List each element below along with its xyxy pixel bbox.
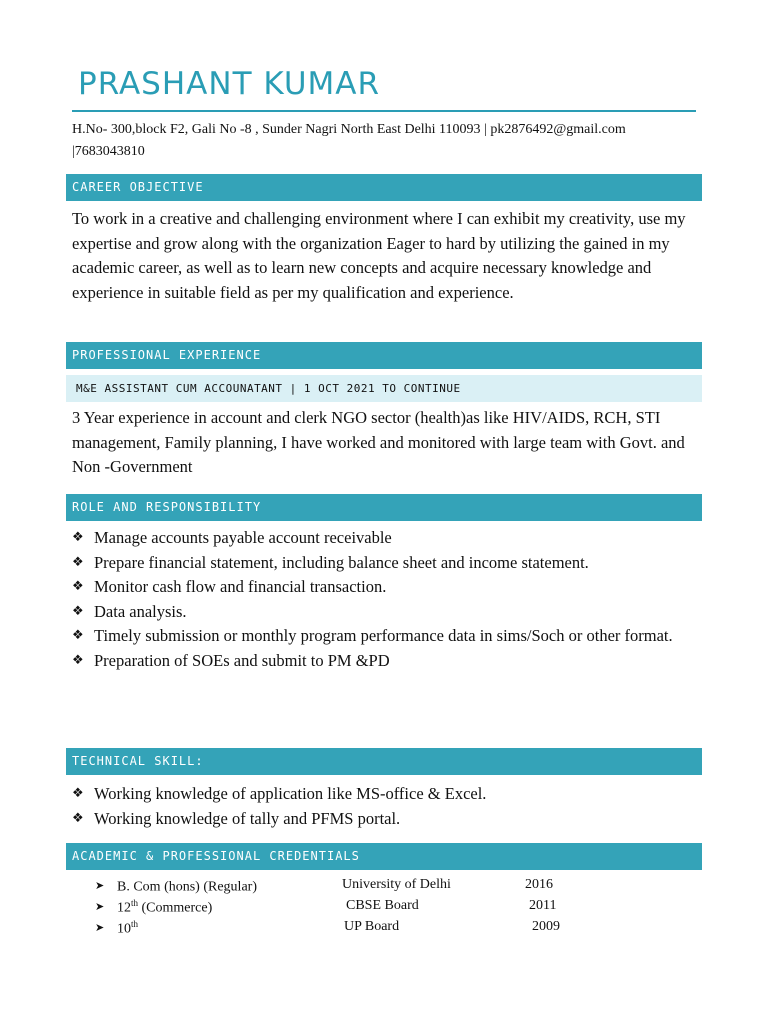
header-divider	[72, 110, 696, 112]
list-item: ❖ Prepare financial statement, including balance sheet and income statement.	[72, 551, 702, 576]
year-cell: 2011	[529, 898, 557, 913]
arrow-bullet-icon: ➤	[95, 921, 105, 934]
list-item: ❖ Data analysis.	[72, 600, 702, 625]
list-item: ❖ Working knowledge of tally and PFMS portal.	[72, 807, 702, 832]
section-header-career-objective: CAREER OBJECTIVE	[66, 174, 702, 201]
list-item: ❖ Working knowledge of application like MS-office & Excel.	[72, 782, 702, 807]
board-cell: University of Delhi	[342, 877, 451, 892]
arrow-bullet-icon: ➤	[95, 879, 105, 892]
role-list	[72, 526, 702, 674]
candidate-name: PRASHANT KUMAR	[78, 66, 381, 102]
course-cell: 10th	[117, 919, 139, 937]
section-header-role-responsibility: ROLE AND RESPONSIBILITY	[66, 494, 702, 521]
diamond-bullet-icon: ❖	[72, 810, 84, 826]
job-title-bar: M&E ASSISTANT CUM ACCOUNATANT | 1 OCT 2021 TO CONTINUE	[66, 375, 702, 402]
contact-address-line: H.No- 300,block F2, Gali No -8 , Sunder Nagri North East Delhi 110093 | pk2876492@gmail.com	[72, 122, 626, 137]
list-item: ❖ Manage accounts payable account receivable	[72, 526, 702, 551]
contact-info	[72, 119, 702, 163]
course-cell: B. Com (hons) (Regular)	[117, 879, 257, 895]
diamond-bullet-icon: ❖	[72, 554, 84, 570]
diamond-bullet-icon: ❖	[72, 530, 84, 545]
career-objective-text: To work in a creative and challenging environment where I can exhibit my creativity, use my expertise and grow along with the organization Eager to hard by utilizing the gained in my academic career, as well as to learn new concepts and acquire necessary knowledge and experience in suitable field as per my qualification and experience.	[72, 209, 686, 302]
diamond-bullet-icon: ❖	[72, 652, 84, 668]
diamond-bullet-icon: ❖	[72, 603, 84, 619]
experience-text: 3 Year experience in account and clerk NGO sector (health)as like HIV/AIDS, RCH, STI management, Family planning, I have worked and monitored with large team with Govt. and Non -Government	[72, 408, 685, 477]
board-cell: UP Board	[344, 919, 400, 934]
technical-list	[72, 782, 702, 831]
section-header-professional-experience: PROFESSIONAL EXPERIENCE	[66, 342, 702, 369]
list-item: ❖ Preparation of SOEs and submit to PM &PD	[72, 649, 702, 674]
board-cell: CBSE Board	[346, 898, 419, 913]
section-header-technical-skill: TECHNICAL SKILL:	[66, 748, 702, 775]
contact-phone-line: |7683043810	[72, 144, 145, 159]
list-item: ❖ Monitor cash flow and financial transaction.	[72, 575, 702, 600]
diamond-bullet-icon: ❖	[72, 628, 84, 644]
diamond-bullet-icon: ❖	[72, 579, 84, 595]
arrow-bullet-icon: ➤	[95, 900, 105, 913]
course-cell: 12th (Commerce)	[117, 898, 213, 916]
year-cell: 2009	[532, 919, 560, 934]
diamond-bullet-icon: ❖	[72, 786, 84, 801]
list-item: ❖ Timely submission or monthly program performance data in sims/Soch or other format.	[72, 624, 702, 649]
section-header-academic: ACADEMIC & PROFESSIONAL CREDENTIALS	[66, 843, 702, 870]
year-cell: 2016	[525, 877, 553, 892]
